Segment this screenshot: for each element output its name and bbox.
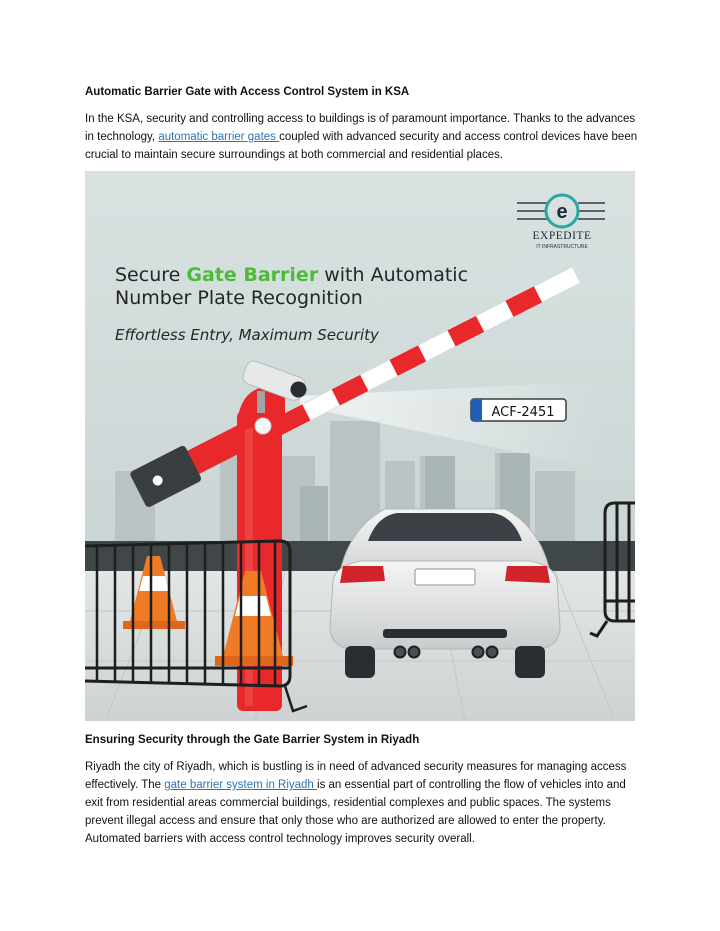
link-automatic-barrier-gates[interactable]: automatic barrier gates [158, 131, 280, 143]
logo-name: EXPEDITE [532, 230, 592, 242]
figure-title-line2: Number Plate Recognition [115, 287, 363, 309]
figure-tagline: Effortless Entry, Maximum Security [115, 326, 379, 344]
riyadh-text-before: Riyadh the city of Riyadh, which is bustling is in need of advanced security measures for managing access effectively. The [85, 761, 627, 791]
link-gate-barrier-riyadh[interactable]: gate barrier system in Riyadh [164, 779, 318, 791]
riyadh-text-after: is an essential part of controlling the flow of vehicles into and exit from residential areas commercial buildings, residential complexes and public spaces. The systems prevent illegal access and ensure that only those who are authorized are allowed to enter the property. Automated barriers with access control technology improves security overall. [85, 779, 626, 845]
heading-ensuring-security: Ensuring Security through the Gate Barrier System in Riyadh [85, 734, 420, 746]
gate-barrier-illustration [85, 171, 635, 721]
logo-subtitle: IT INFRASTRUCTURE [536, 244, 588, 250]
plate-badge [471, 399, 566, 421]
plate-number: ACF-2451 [491, 405, 555, 420]
heading-automatic-barrier: Automatic Barrier Gate with Access Control System in KSA [85, 86, 410, 98]
riyadh-paragraph [85, 758, 640, 848]
intro-text-before: In the KSA, security and controlling access to buildings is of paramount importance. Thanks to the advances in technology, [85, 113, 636, 143]
logo-e-letter: e [556, 201, 568, 223]
figure-title-line1: Secure Gate Barrier with Automatic [115, 264, 469, 286]
intro-text-after: coupled with advanced security and access control devices have been crucial to maintain secure surroundings at both commercial and residential places. [85, 131, 638, 161]
intro-paragraph [85, 110, 640, 164]
